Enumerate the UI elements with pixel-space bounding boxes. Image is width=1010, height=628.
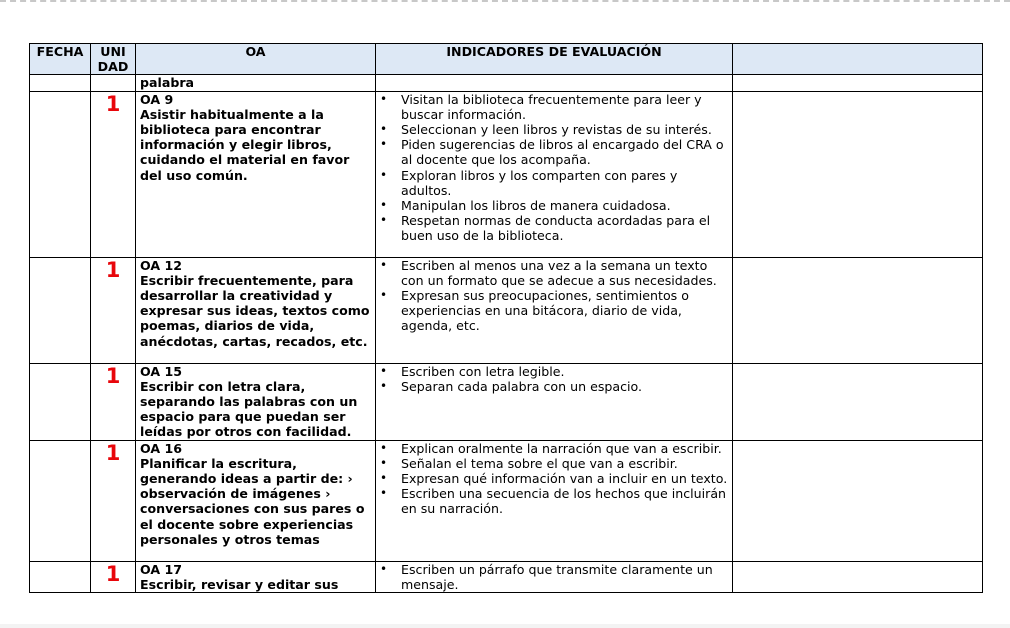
indicadores-cell bbox=[376, 91, 733, 257]
oa-cell bbox=[136, 561, 376, 592]
indicator-item: • Manipulan los libros de manera cuidadosa. bbox=[380, 198, 728, 213]
indicator-list bbox=[380, 562, 728, 592]
indicator-list bbox=[380, 92, 728, 244]
oa-continuation-text: palabra bbox=[136, 75, 376, 91]
fecha-cell[interactable] bbox=[30, 91, 91, 257]
oa-description: Planificar la escritura, generando ideas a partir de: › observación de imágenes › conversaciones con sus pares o el docente sobre experiencias personales y otros temas bbox=[140, 455, 365, 547]
header-unidad-line2: DAD bbox=[97, 59, 129, 75]
unidad-number: 1 bbox=[91, 363, 136, 440]
oa-description: Escribir frecuentemente, para desarrollar la creatividad y expresar sus ideas, textos como poemas, diarios de vida, anécdotas, cartas, recados, etc. bbox=[140, 272, 370, 349]
header-fecha: FECHA bbox=[30, 44, 91, 75]
unidad-number: 1 bbox=[91, 440, 136, 561]
oa-code: OA 12 bbox=[140, 257, 183, 273]
unidad-number: 1 bbox=[91, 91, 136, 257]
oa-description: Escribir, revisar y editar sus bbox=[140, 576, 339, 592]
oa-code: OA 15 bbox=[140, 363, 183, 379]
unidad-cell bbox=[91, 75, 136, 91]
indicator-item: • Respetan normas de conducta acordadas para el buen uso de la biblioteca. bbox=[380, 213, 728, 243]
header-unidad bbox=[91, 44, 136, 75]
fecha-cell[interactable] bbox=[30, 561, 91, 592]
fecha-cell[interactable] bbox=[30, 440, 91, 561]
indicator-list bbox=[380, 258, 728, 334]
oa-cell bbox=[136, 440, 376, 561]
indicator-item: • Escriben una secuencia de los hechos que incluirán en su narración. bbox=[380, 486, 728, 516]
extra-cell[interactable] bbox=[733, 561, 983, 592]
indicadores-cell bbox=[376, 257, 733, 363]
unidad-number: 1 bbox=[91, 561, 136, 592]
table-row bbox=[30, 257, 983, 363]
indicator-list bbox=[380, 441, 728, 517]
extra-cell[interactable] bbox=[733, 363, 983, 440]
indicator-item: • Escriben un párrafo que transmite claramente un mensaje. bbox=[380, 562, 728, 592]
indicator-item: • Piden sugerencias de libros al encargado del CRA o al docente que los acompaña. bbox=[380, 137, 728, 167]
page-bottom-edge bbox=[0, 624, 1010, 628]
fecha-cell[interactable] bbox=[30, 257, 91, 363]
indicadores-cell bbox=[376, 561, 733, 592]
indicator-item: • Exploran libros y los comparten con pares y adultos. bbox=[380, 168, 728, 198]
planning-table bbox=[29, 43, 983, 593]
indicator-item: • Escriben con letra legible. bbox=[380, 364, 728, 379]
indicator-item: • Escriben al menos una vez a la semana un texto con un formato que se adecue a sus necesidades. bbox=[380, 258, 728, 288]
indicator-item: • Explican oralmente la narración que van a escribir. bbox=[380, 441, 728, 456]
indicadores-cell bbox=[376, 440, 733, 561]
oa-code: OA 9 bbox=[140, 91, 174, 107]
header-indicadores: INDICADORES DE EVALUACIÓN bbox=[376, 44, 733, 75]
indicator-item: • Señalan el tema sobre el que van a escribir. bbox=[380, 456, 728, 471]
table-row bbox=[30, 91, 983, 257]
indicator-list bbox=[380, 364, 728, 394]
extra-cell[interactable] bbox=[733, 75, 983, 91]
fecha-cell[interactable] bbox=[30, 363, 91, 440]
indicadores-cell bbox=[376, 75, 733, 91]
extra-cell[interactable] bbox=[733, 91, 983, 257]
oa-cell bbox=[136, 91, 376, 257]
extra-cell[interactable] bbox=[733, 440, 983, 561]
header-unidad-line1: UNI bbox=[100, 44, 126, 59]
indicator-item: • Expresan sus preocupaciones, sentimientos o experiencias en una bitácora, diario de vida, agenda, etc. bbox=[380, 288, 728, 334]
extra-cell[interactable] bbox=[733, 257, 983, 363]
oa-cell bbox=[136, 363, 376, 440]
indicator-item: • Expresan qué información van a incluir en un texto. bbox=[380, 471, 728, 486]
table-row bbox=[30, 363, 983, 440]
oa-description: Escribir con letra clara, separando las palabras con un espacio para que puedan ser leídas por otros con facilidad. bbox=[140, 378, 358, 440]
header-extra bbox=[733, 44, 983, 75]
header-oa: OA bbox=[136, 44, 376, 75]
indicadores-cell bbox=[376, 363, 733, 440]
indicator-item: • Seleccionan y leen libros y revistas de su interés. bbox=[380, 122, 728, 137]
header-row bbox=[30, 44, 983, 75]
table-row bbox=[30, 561, 983, 592]
indicator-item: • Separan cada palabra con un espacio. bbox=[380, 379, 728, 394]
oa-code: OA 17 bbox=[140, 561, 183, 577]
oa-cell bbox=[136, 257, 376, 363]
unidad-number: 1 bbox=[91, 257, 136, 363]
oa-code: OA 16 bbox=[140, 440, 183, 456]
oa-description: Asistir habitualmente a la biblioteca para encontrar información y elegir libros, cuidando el material en favor del uso común. bbox=[140, 106, 350, 183]
table-row bbox=[30, 440, 983, 561]
continuation-row bbox=[30, 75, 983, 91]
page-top-dashed-border bbox=[0, 0, 1010, 2]
indicator-item: • Visitan la biblioteca frecuentemente para leer y buscar información. bbox=[380, 92, 728, 122]
fecha-cell[interactable] bbox=[30, 75, 91, 91]
